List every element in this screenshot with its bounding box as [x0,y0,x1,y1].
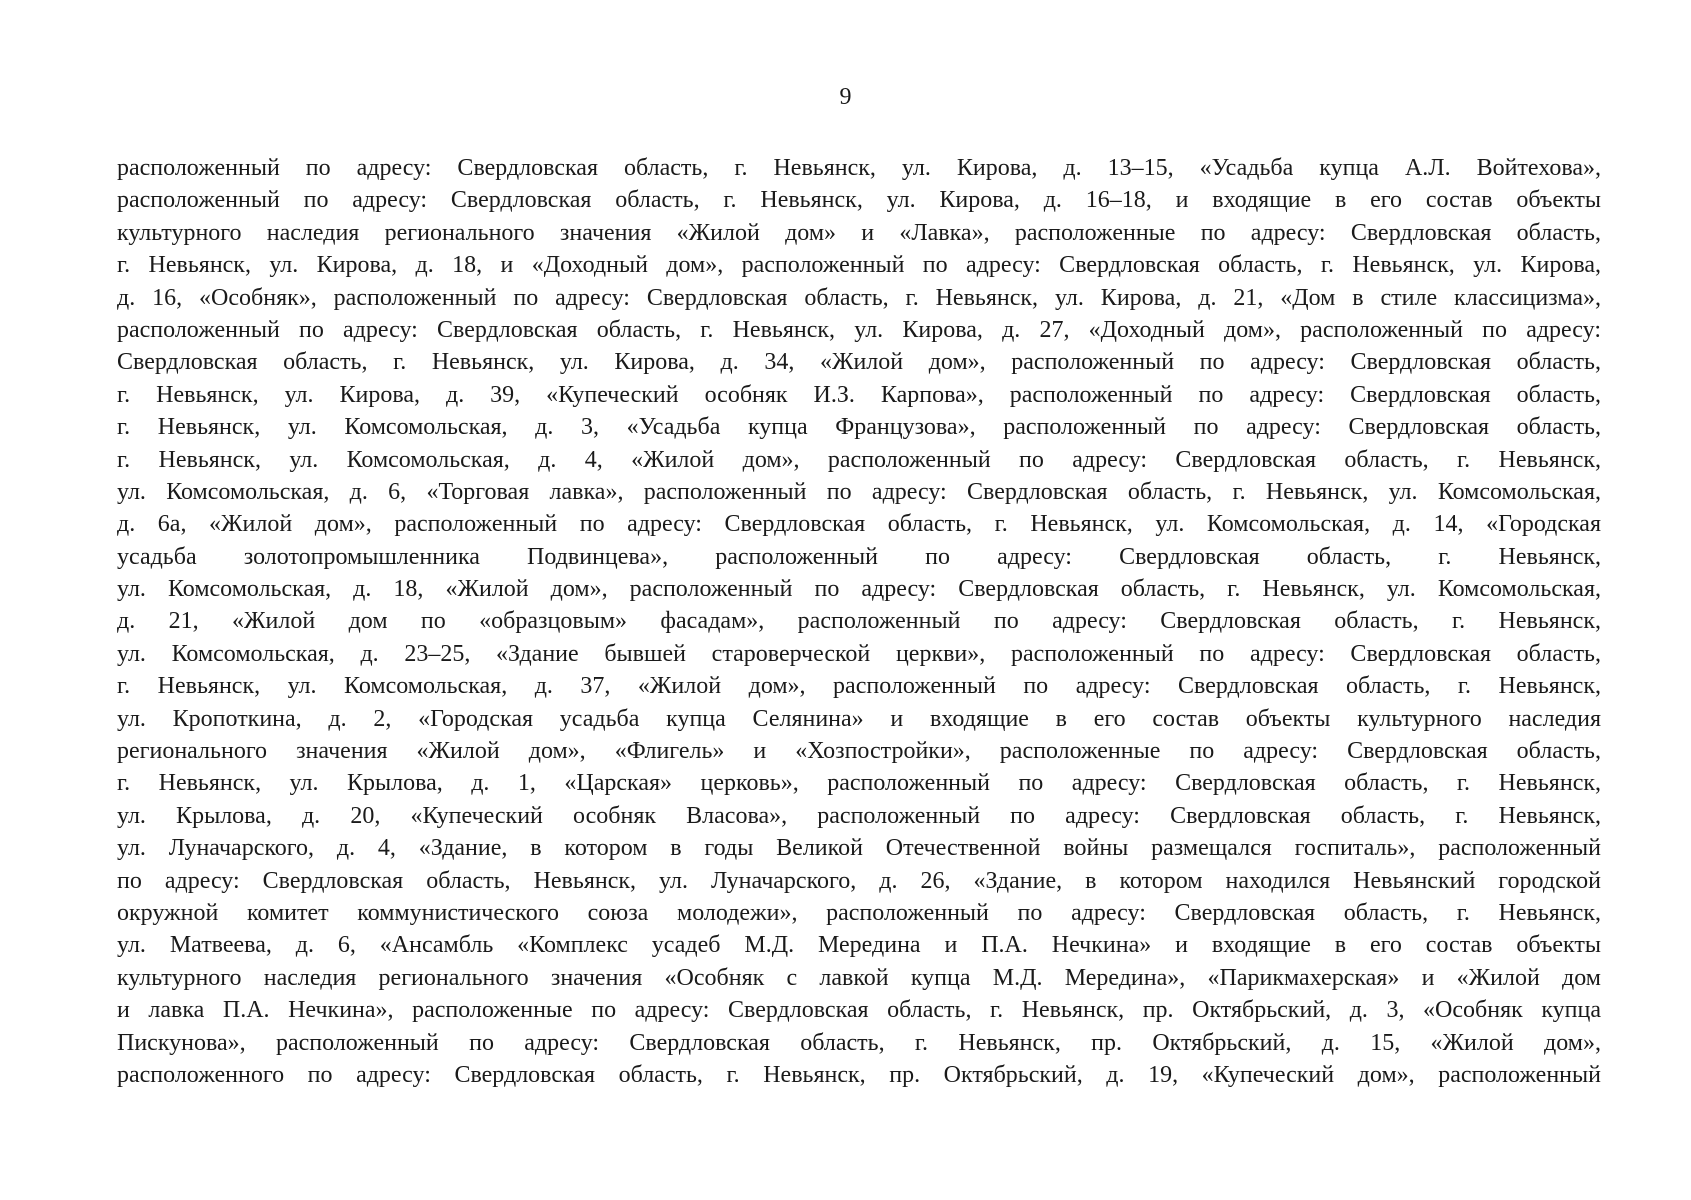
text-line: культурного наследия регионального значения «Жилой дом» и «Лавка», расположенные по адресу: Свердловская область, [117,219,1601,246]
text-line: Свердловская область, г. Невьянск, ул. Кирова, д. 34, «Жилой дом», расположенный по адресу: Свердловская область, [117,349,1601,376]
text-line: д. 6а, «Жилой дом», расположенный по адресу: Свердловская область, г. Невьянск, ул. Комсомольская, д. 14, «Городская [117,511,1601,538]
text-line: г. Невьянск, ул. Комсомольская, д. 3, «Усадьба купца Французова», расположенный по адресу: Свердловская область, [117,414,1601,441]
text-line: ул. Кропоткина, д. 2, «Городская усадьба купца Селянина» и входящие в его состав объекты культурного наследия [117,705,1601,732]
text-line: расположенный по адресу: Свердловская область, г. Невьянск, ул. Кирова, д. 27, «Доходный дом», расположенный по адресу: [117,316,1601,343]
text-line: и лавка П.А. Нечкина», расположенные по адресу: Свердловская область, г. Невьянск, пр. Октябрьский, д. 3, «Особняк купца [117,997,1601,1024]
text-line: культурного наследия регионального значения «Особняк с лавкой купца М.Д. Мередина», «Парикмахерская» и «Жилой дом [117,964,1601,991]
text-line: г. Невьянск, ул. Комсомольская, д. 37, «Жилой дом», расположенный по адресу: Свердловская область, г. Невьянск, [117,673,1601,700]
text-line: г. Невьянск, ул. Крылова, д. 1, «Царская» церковь», расположенный по адресу: Свердловская область, г. Невьянск, [117,770,1601,797]
body-text [117,152,1601,1091]
text-line: регионального значения «Жилой дом», «Флигель» и «Хозпостройки», расположенные по адресу: Свердловская область, [117,738,1601,765]
text-line: усадьба золотопромышленника Подвинцева», расположенный по адресу: Свердловская область, г. Невьянск, [117,543,1601,570]
text-line: расположенный по адресу: Свердловская область, г. Невьянск, ул. Кирова, д. 13–15, «Усадьба купца А.Л. Войтехова», [117,155,1601,181]
text-line: ул. Крылова, д. 20, «Купеческий особняк Власова», расположенный по адресу: Свердловская область, г. Невьянск, [117,802,1601,829]
text-line: ул. Комсомольская, д. 23–25, «Здание бывшей староверческой церкви», расположенный по адресу: Свердловская область, [117,640,1601,667]
text-line: г. Невьянск, ул. Кирова, д. 39, «Купеческий особняк И.З. Карпова», расположенный по адресу: Свердловская область, [117,381,1601,408]
text-line: Пискунова», расположенный по адресу: Свердловская область, г. Невьянск, пр. Октябрьский, д. 15, «Жилой дом», [117,1029,1601,1056]
text-line: ул. Луначарского, д. 4, «Здание, в котором в годы Великой Отечественной войны размещался госпиталь», расположенный [117,835,1601,862]
text-line: д. 21, «Жилой дом по «образцовым» фасадам», расположенный по адресу: Свердловская область, г. Невьянск, [117,608,1601,635]
text-line: расположенный по адресу: Свердловская область, г. Невьянск, ул. Кирова, д. 16–18, и входящие в его состав объекты [117,187,1601,214]
text-line: ул. Комсомольская, д. 6, «Торговая лавка», расположенный по адресу: Свердловская область, г. Невьянск, ул. Комсомольская, [117,478,1601,505]
text-line: ул. Матвеева, д. 6, «Ансамбль «Комплекс усадеб М.Д. Мередина и П.А. Нечкина» и входящие в его состав объекты [117,932,1601,959]
text-line: д. 16, «Особняк», расположенный по адресу: Свердловская область, г. Невьянск, ул. Кирова, д. 21, «Дом в стиле классицизма», [117,284,1601,311]
text-line: г. Невьянск, ул. Кирова, д. 18, и «Доходный дом», расположенный по адресу: Свердловская область, г. Невьянск, ул. Кирова, [117,252,1601,279]
text-line: г. Невьянск, ул. Комсомольская, д. 4, «Жилой дом», расположенный по адресу: Свердловская область, г. Невьянск, [117,446,1601,473]
text-line: окружной комитет коммунистического союза молодежи», расположенный по адресу: Свердловская область, г. Невьянск, [117,899,1601,926]
page-number: 9 [839,84,852,110]
text-line: по адресу: Свердловская область, Невьянск, ул. Луначарского, д. 26, «Здание, в котором находился Невьянский городской [117,867,1601,894]
text-line: ул. Комсомольская, д. 18, «Жилой дом», расположенный по адресу: Свердловская область, г. Невьянск, ул. Комсомольская, [117,576,1601,603]
text-line: расположенного по адресу: Свердловская область, г. Невьянск, пр. Октябрьский, д. 19, «Купеческий дом», расположенный [117,1061,1601,1088]
